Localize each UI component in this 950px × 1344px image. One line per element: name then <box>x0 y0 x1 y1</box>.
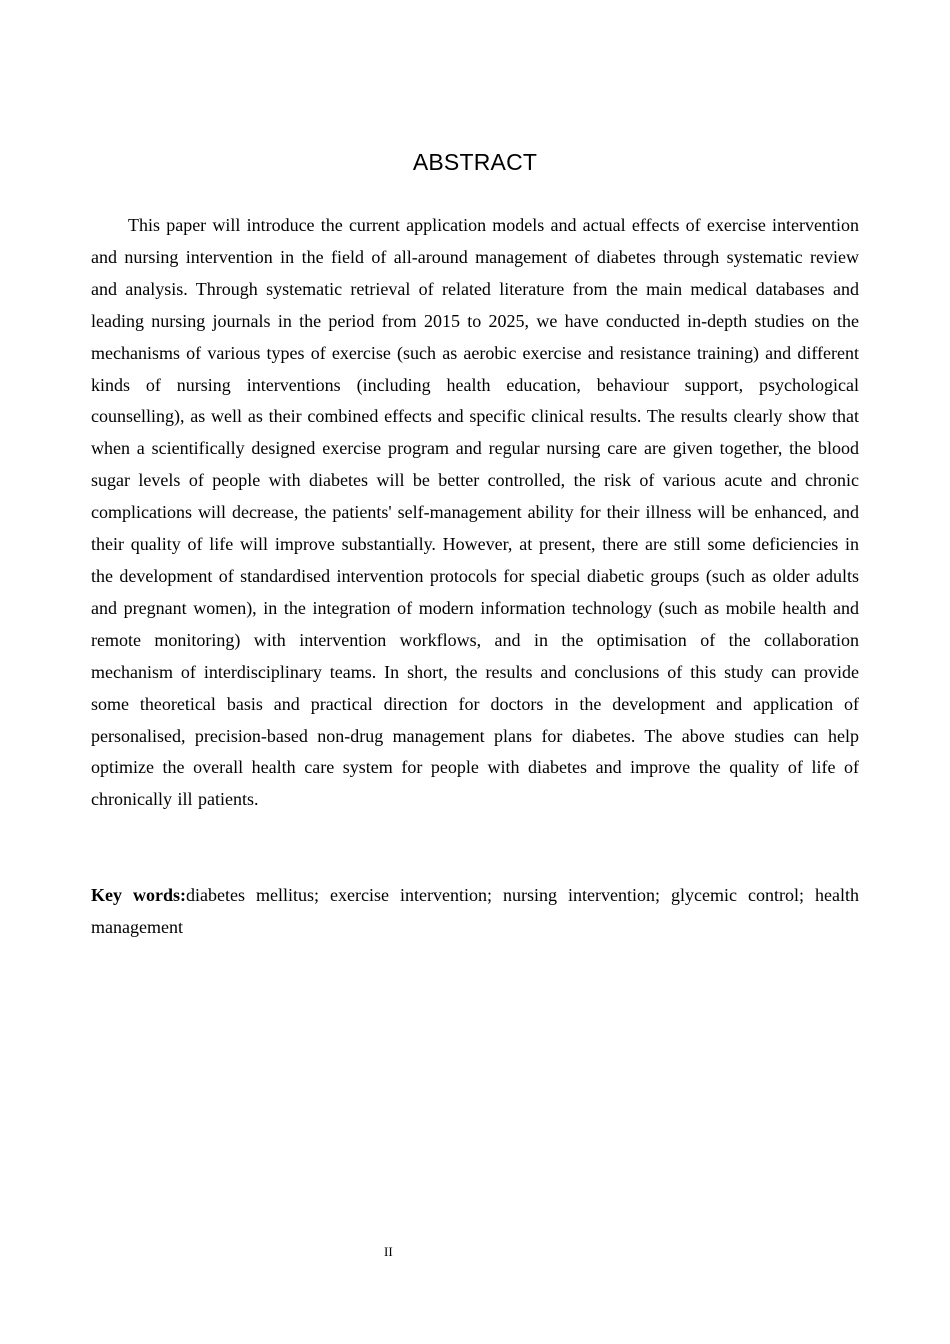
page-number: II <box>384 1244 393 1259</box>
page-title: ABSTRACT <box>412 149 538 175</box>
abstract-paragraph: This paper will introduce the current application models and actual effects of exercise intervention and nursing intervention in the field of all-around management of diabetes through systematic review and analysis. Through systematic retrieval of related literature from the main medical databases and leading nursing journals in the period from 2015 to 2025, we have conducted in-depth studies on the mechanisms of various types of exercise (such as aerobic exercise and resistance training) and different kinds of nursing interventions (including health education, behaviour support, psychological counselling), as well as their combined effects and specific clinical results. The results clearly show that when a scientifically designed exercise program and regular nursing care are given together, the blood sugar levels of people with diabetes will be better controlled, the risk of various acute and chronic complications will decrease, the patients' self-management ability for their illness will be enhanced, and their quality of life will improve substantially. However, at present, there are still some deficiencies in the development of standardised intervention protocols for special diabetic groups (such as older adults and pregnant women), in the integration of modern information technology (such as mobile health and remote monitoring) with intervention workflows, and in the optimisation of the collaboration mechanism of interdisciplinary teams. In short, the results and conclusions of this study can provide some theoretical basis and practical direction for doctors in the development and application of personalised, precision-based non-drug management plans for diabetes. The above studies can help optimize the overall health care system for people with diabetes and improve the quality of life of chronically ill patients. <box>91 215 859 810</box>
keywords-text: diabetes mellitus; exercise intervention; nursing intervention; glycemic control; health management <box>91 885 859 937</box>
keywords-paragraph <box>91 880 859 944</box>
keywords-label: Key words: <box>91 885 187 905</box>
